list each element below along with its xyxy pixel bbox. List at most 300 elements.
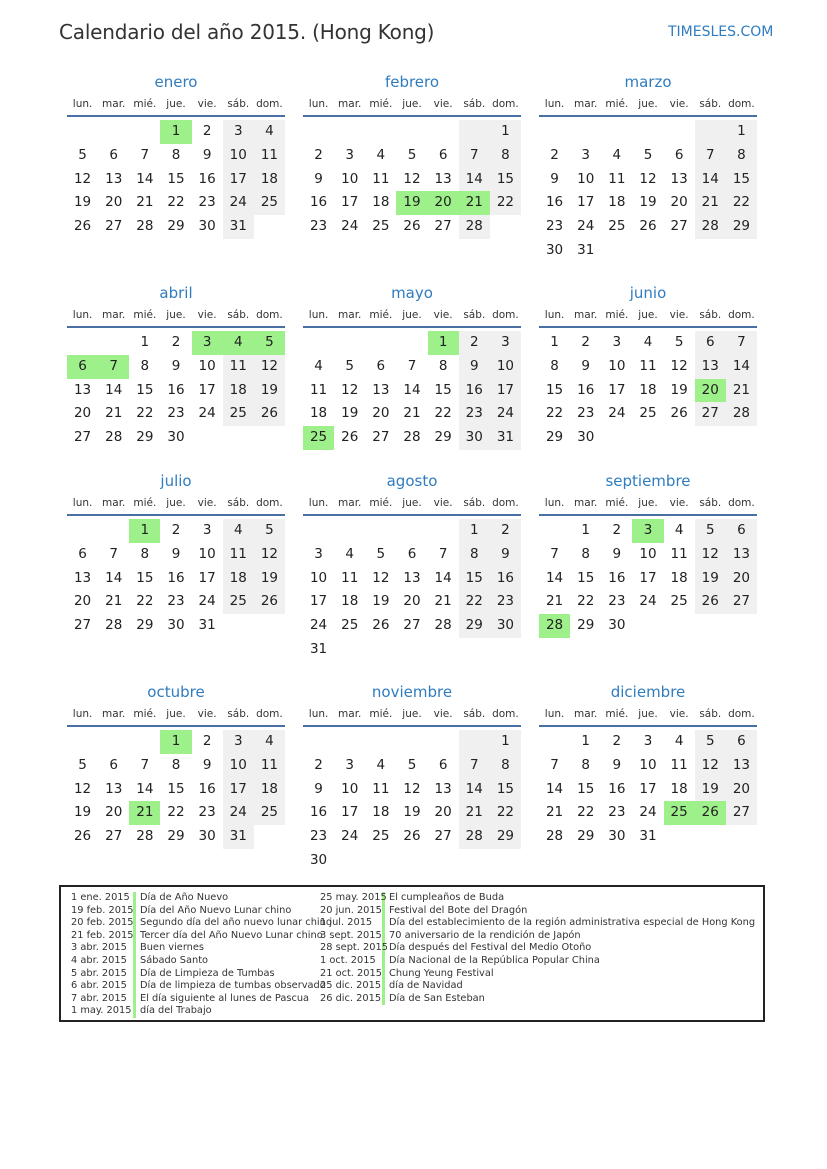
day-cell: 12 [73,170,92,187]
day-cell: 6 [78,545,87,562]
day-cell: 13 [73,569,92,586]
day-cell: 11 [223,543,254,567]
holiday-day-cell: 28 [539,614,570,638]
weekday-label: sáb. [699,708,722,720]
day-cell: 21 [105,593,123,610]
day-cell: 12 [341,381,359,398]
empty-cell [98,730,129,754]
holiday-name: El cumpleaños de Buda [389,892,505,903]
empty-cell [428,519,459,543]
weekday-label: mar. [338,98,362,110]
day-cell: 5 [695,730,726,754]
day-cell: 20 [670,194,688,211]
day-cell: 14 [545,569,564,586]
day-cell: 5 [345,357,354,374]
day-cell: 5 [407,756,417,773]
weekday-label: dom. [492,497,519,509]
weekday-label: vie. [433,497,453,509]
day-cell: 26 [254,402,285,426]
day-cell: 24 [341,218,359,235]
day-grid [539,331,757,450]
weekday-label: mié. [133,708,157,720]
day-cell: 2 [171,334,181,350]
weekday-label: dom. [256,309,283,321]
weekday-label: mar. [574,497,598,509]
day-cell: 18 [254,778,285,802]
day-cell: 10 [223,144,254,168]
holiday-column-1 [71,892,332,1018]
day-cell: 29 [577,828,595,845]
holiday-row [320,930,755,943]
day-cell: 26 [403,828,421,845]
day-cell: 5 [695,519,726,543]
day-cell: 12 [403,780,421,797]
holiday-day-cell: 5 [254,331,285,355]
day-cell: 3 [490,331,521,355]
day-cell: 25 [254,191,285,215]
holiday-name: Día de Año Nuevo [140,892,229,903]
day-cell: 12 [254,543,285,567]
weekday-label: mié. [369,309,393,321]
day-cell: 11 [670,756,688,773]
day-cell: 24 [577,218,595,235]
day-cell: 31 [639,828,657,845]
day-cell: 18 [223,379,254,403]
empty-cell [303,120,334,144]
holiday-day-cell: 21 [459,191,490,215]
holiday-name: Segundo día del año nuevo lunar chino [140,917,332,929]
day-cell: 6 [109,146,118,163]
day-cell: 25 [372,828,390,845]
day-cell: 19 [254,379,285,403]
month-name: abril [159,284,193,302]
day-cell: 10 [639,545,657,562]
day-cell: 16 [490,567,521,591]
day-cell: 7 [140,146,150,163]
day-cell: 30 [459,426,490,450]
weekday-label: dom. [256,497,283,509]
day-cell: 8 [726,144,757,168]
weekday-label: mar. [338,708,362,720]
weekday-header [539,703,757,727]
day-cell: 28 [136,828,154,845]
holiday-day-cell: 1 [129,519,160,543]
weekday-header [539,304,757,328]
holiday-day-cell: 3 [192,331,223,355]
weekday-label: jue. [638,309,658,321]
day-cell: 7 [459,144,490,168]
day-cell: 30 [608,828,626,845]
day-cell: 27 [403,617,421,634]
day-cell: 9 [314,780,323,797]
weekday-label: lun. [544,497,565,509]
weekday-label: dom. [728,98,755,110]
holiday-date: 28 sept. 2015 [320,942,388,954]
day-cell: 22 [490,801,521,825]
holiday-day-cell: 1 [428,331,459,355]
day-cell: 3 [643,733,653,749]
day-cell: 18 [639,381,657,398]
day-cell: 14 [459,168,490,192]
day-cell: 8 [490,144,521,168]
empty-cell [303,331,334,355]
holiday-date: 21 oct. 2015 [320,968,385,981]
day-cell: 24 [639,804,657,821]
day-cell: 6 [407,545,417,562]
day-cell: 29 [577,617,595,634]
day-cell: 24 [639,593,657,610]
day-cell: 21 [545,804,564,821]
month-name: julio [160,472,192,490]
day-cell: 21 [545,593,564,610]
day-cell: 13 [695,355,726,379]
day-grid [303,331,521,450]
day-cell: 1 [581,522,590,538]
day-cell: 29 [459,614,490,638]
day-cell: 15 [490,168,521,192]
day-cell: 22 [167,804,185,821]
day-cell: 11 [372,170,390,187]
day-cell: 12 [403,170,421,187]
day-cell: 17 [198,569,216,586]
month-abril [67,282,285,450]
day-cell: 26 [73,218,92,235]
day-cell: 8 [140,357,150,374]
day-cell: 2 [612,522,622,538]
holiday-day-cell: 19 [396,191,427,215]
weekday-label: jue. [402,497,422,509]
day-cell: 20 [403,593,421,610]
day-cell: 18 [254,168,285,192]
holiday-name: Día de limpieza de tumbas observado [140,980,326,992]
day-cell: 18 [309,405,328,422]
day-cell: 4 [674,522,684,538]
day-cell: 15 [726,168,757,192]
weekday-label: jue. [166,708,186,720]
weekday-label: lun. [308,497,329,509]
day-cell: 7 [140,756,150,773]
day-cell: 8 [550,357,559,374]
day-grid [67,120,285,239]
weekday-header [67,492,285,516]
day-cell: 15 [167,780,185,797]
holiday-row [320,917,755,930]
day-cell: 8 [171,146,181,163]
day-cell: 28 [136,218,154,235]
month-noviembre [303,681,521,873]
day-cell: 9 [314,170,323,187]
day-grid [303,120,521,239]
day-cell: 20 [372,405,390,422]
holiday-date: 7 abr. 2015 [71,993,136,1006]
holiday-row [320,905,755,918]
holiday-name: Festival del Bote del Dragón [389,904,528,916]
day-cell: 26 [73,828,92,845]
weekday-label: mié. [605,98,629,110]
weekday-label: mié. [605,309,629,321]
weekday-label: jue. [402,98,422,110]
site-logo-link[interactable]: TIMESLES.COM [668,24,774,40]
holiday-name: Día Nacional de la República Popular China [389,954,600,966]
day-cell: 31 [490,426,521,450]
day-cell: 3 [345,146,354,163]
day-cell: 14 [434,569,452,586]
day-cell: 25 [341,617,359,634]
empty-cell [539,120,570,144]
month-name: enero [154,73,198,91]
day-cell: 2 [314,146,323,163]
day-cell: 26 [341,429,359,446]
weekday-label: vie. [433,98,453,110]
day-cell: 17 [639,569,657,586]
day-cell: 15 [459,567,490,591]
month-octubre [67,681,285,849]
weekday-label: sáb. [463,309,486,321]
day-cell: 7 [726,331,757,355]
day-cell: 16 [167,569,185,586]
day-cell: 4 [254,120,285,144]
weekday-label: lun. [544,708,565,720]
day-cell: 10 [608,357,626,374]
empty-cell [129,120,160,144]
weekday-label: jue. [166,98,186,110]
weekday-label: mar. [102,708,126,720]
weekday-label: mar. [338,497,362,509]
day-cell: 10 [309,569,328,586]
holiday-day-cell: 20 [428,191,459,215]
holiday-date: 4 abr. 2015 [71,955,136,968]
day-cell: 16 [309,804,328,821]
holiday-date: 3 abr. 2015 [71,942,136,955]
weekday-label: jue. [402,708,422,720]
day-cell: 25 [254,801,285,825]
day-cell: 7 [109,545,118,562]
day-cell: 20 [726,567,757,591]
day-cell: 16 [608,569,626,586]
day-cell: 1 [550,334,559,350]
empty-cell [428,120,459,144]
weekday-label: lun. [72,309,93,321]
holiday-date: 5 abr. 2015 [71,968,136,981]
day-cell: 18 [372,804,390,821]
day-cell: 15 [577,569,595,586]
day-cell: 26 [695,590,726,614]
day-cell: 30 [490,614,521,638]
day-cell: 10 [639,756,657,773]
day-cell: 10 [341,170,359,187]
holiday-list [59,885,765,1022]
day-cell: 30 [198,218,216,235]
empty-cell [365,519,396,543]
day-cell: 30 [309,851,328,868]
day-cell: 25 [639,405,657,422]
holiday-day-cell: 6 [67,355,98,379]
day-cell: 2 [459,331,490,355]
holiday-row [320,955,755,968]
month-name: noviembre [371,683,453,701]
empty-cell [98,120,129,144]
holiday-name: Día del establecimiento de la región administrativa especial de Hong Kong [389,917,756,929]
weekday-label: vie. [197,309,217,321]
day-cell: 13 [372,381,390,398]
day-cell: 19 [403,804,421,821]
day-grid [539,519,757,638]
day-cell: 13 [726,543,757,567]
day-cell: 15 [490,778,521,802]
empty-cell [601,120,632,144]
day-cell: 23 [309,218,328,235]
holiday-date: 1 ene. 2015 [71,892,136,905]
day-cell: 5 [643,146,653,163]
day-cell: 20 [73,593,92,610]
day-cell: 19 [372,593,390,610]
day-cell: 26 [670,405,688,422]
day-cell: 11 [254,144,285,168]
day-cell: 5 [254,519,285,543]
day-cell: 1 [140,334,150,350]
day-cell: 2 [171,522,181,538]
month-febrero [303,71,521,239]
month-mayo [303,282,521,450]
day-grid [303,519,521,662]
holiday-date: 3 sept. 2015 [320,930,385,943]
weekday-label: lun. [544,309,565,321]
day-cell: 22 [136,593,154,610]
day-cell: 9 [202,756,212,773]
day-cell: 23 [459,402,490,426]
day-cell: 18 [223,567,254,591]
day-cell: 25 [223,590,254,614]
day-cell: 6 [109,756,118,773]
day-grid [539,730,757,849]
weekday-label: jue. [166,309,186,321]
day-cell: 27 [372,429,390,446]
day-cell: 8 [490,754,521,778]
day-cell: 14 [695,168,726,192]
day-cell: 19 [73,804,92,821]
day-cell: 24 [198,405,216,422]
day-cell: 11 [223,355,254,379]
day-cell: 18 [341,593,359,610]
weekday-label: vie. [197,497,217,509]
empty-cell [365,120,396,144]
day-cell: 10 [198,545,216,562]
day-cell: 19 [670,381,688,398]
day-cell: 24 [309,617,328,634]
day-cell: 12 [372,569,390,586]
weekday-label: mar. [574,98,598,110]
holiday-name: Buen viernes [140,942,205,954]
day-cell: 18 [608,194,626,211]
day-cell: 14 [136,170,154,187]
holiday-row [320,942,755,955]
day-cell: 18 [670,780,688,797]
empty-cell [67,730,98,754]
day-cell: 6 [695,331,726,355]
day-cell: 28 [545,828,564,845]
holiday-name: Día del Año Nuevo Lunar chino [140,904,292,916]
day-cell: 4 [674,733,684,749]
day-cell: 25 [372,218,390,235]
weekday-label: vie. [669,98,689,110]
day-cell: 24 [198,593,216,610]
empty-cell [539,519,570,543]
holiday-row [71,942,332,955]
holiday-name: día de Navidad [389,980,463,992]
day-cell: 9 [202,146,212,163]
day-cell: 21 [105,405,123,422]
day-cell: 21 [695,191,726,215]
day-cell: 31 [198,617,216,634]
day-cell: 23 [167,405,185,422]
weekday-label: vie. [197,98,217,110]
day-cell: 23 [608,593,626,610]
weekday-header [539,492,757,516]
day-cell: 5 [407,146,417,163]
day-cell: 17 [198,381,216,398]
weekday-label: jue. [638,708,658,720]
day-cell: 23 [198,194,216,211]
empty-cell [459,730,490,754]
empty-cell [67,120,98,144]
day-cell: 13 [105,780,123,797]
weekday-label: mar. [102,497,126,509]
day-cell: 29 [726,215,757,239]
day-cell: 7 [550,545,559,562]
month-name: junio [629,284,667,302]
day-cell: 29 [167,828,185,845]
day-cell: 27 [670,218,688,235]
weekday-label: sáb. [227,309,250,321]
weekday-label: mar. [338,309,362,321]
day-cell: 30 [545,241,564,258]
day-cell: 7 [438,545,448,562]
weekday-label: dom. [256,98,283,110]
holiday-date: 1 oct. 2015 [320,955,385,968]
weekday-label: sáb. [699,309,722,321]
holiday-date: 19 feb. 2015 [71,905,136,918]
day-cell: 17 [608,381,626,398]
empty-cell [428,730,459,754]
day-cell: 11 [254,754,285,778]
day-cell: 22 [434,405,452,422]
holiday-date: 20 jun. 2015 [320,905,385,918]
day-cell: 29 [136,429,154,446]
day-cell: 11 [341,569,359,586]
weekday-label: mié. [369,497,393,509]
day-grid [303,730,521,873]
day-cell: 17 [223,778,254,802]
day-cell: 27 [105,218,123,235]
holiday-name: El día siguiente al lunes de Pascua [140,992,310,1004]
weekday-label: dom. [728,309,755,321]
day-cell: 15 [577,780,595,797]
empty-cell [664,120,695,144]
day-cell: 4 [612,146,622,163]
day-cell: 13 [434,170,452,187]
day-cell: 30 [577,429,595,446]
holiday-column-2 [320,892,755,1005]
weekday-header [303,703,521,727]
holiday-date: 1 may. 2015 [71,1005,136,1018]
day-cell: 5 [78,146,87,163]
weekday-label: lun. [308,708,329,720]
day-cell: 29 [167,218,185,235]
day-cell: 28 [459,215,490,239]
day-cell: 17 [341,804,359,821]
holiday-day-cell: 25 [303,426,334,450]
day-cell: 4 [254,730,285,754]
